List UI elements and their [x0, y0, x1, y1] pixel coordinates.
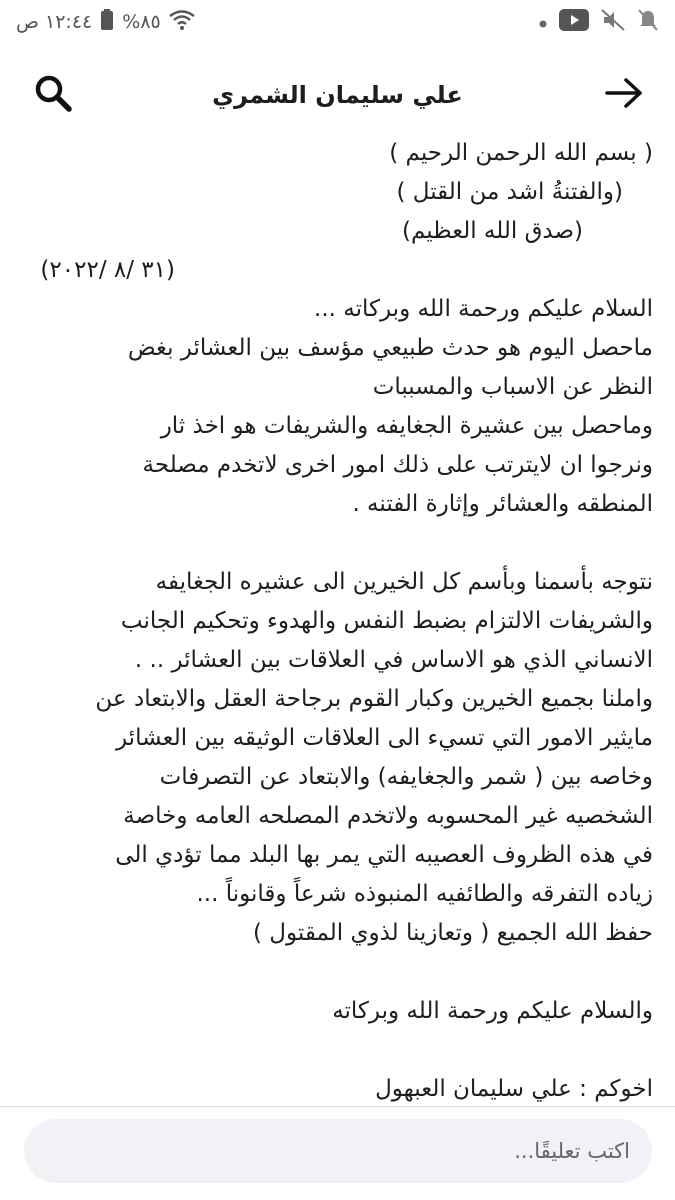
- post-line: نتوجه بأسمنا وبأسم كل الخيرين الى عشيره الجغايفه: [155, 569, 653, 595]
- post-line: (صدق الله العظيم): [402, 218, 583, 244]
- post-line: الشخصيه غير المحسوبه ولاتخدم المصلحه العامه وخاصة: [123, 803, 653, 829]
- post-line: (والفتنةُ اشد من القتل ): [396, 179, 623, 205]
- header: [0, 62, 675, 128]
- blank-line: [23, 953, 653, 992]
- muted-icon: [601, 9, 625, 36]
- post-line: ونرجوا ان لايترتب على ذلك امور اخرى لاتخدم مصلحة: [142, 452, 653, 478]
- notification-bell-icon: [637, 9, 659, 36]
- blank-line: [23, 1031, 653, 1070]
- post-line: مايثير الامور التي تسيء الى العلاقات الوثيقه بين العشائر: [115, 725, 653, 751]
- post-line: والسلام عليكم ورحمة الله وبركاته: [332, 998, 653, 1024]
- status-notifications: [539, 9, 659, 36]
- post-line: النظر عن الاسباب والمسببات: [372, 374, 653, 400]
- youtube-icon: [559, 9, 589, 36]
- comment-input[interactable]: [24, 1119, 652, 1183]
- search-icon: [33, 73, 73, 117]
- post-line: والشريفات الالتزام بضبط النفس والهدوء وتحكيم الجانب: [120, 608, 653, 634]
- battery-icon: [100, 9, 114, 36]
- post-line: ماحصل اليوم هو حدث طبيعي مؤسف بين العشائر بغض: [127, 335, 653, 361]
- post-line: وماحصل بين عشيرة الجغايفه والشريفات هو اخذ ثار: [160, 413, 653, 439]
- post-line: المنطقه والعشائر وإثارة الفتنه .: [352, 491, 653, 517]
- post-line: ( بسم الله الرحمن الرحيم ): [389, 140, 653, 166]
- status-bar: [0, 0, 675, 44]
- search-button[interactable]: [30, 72, 76, 118]
- post-line: وخاصه بين ( شمر والجغايفه) والابتعاد عن التصرفات: [159, 764, 653, 790]
- post-body: [23, 134, 653, 1109]
- blank-line: [23, 524, 653, 563]
- back-button[interactable]: [601, 72, 647, 118]
- dot-icon: [539, 11, 547, 33]
- post-line: اخوكم : علي سليمان العبهول: [375, 1076, 653, 1102]
- clock: ١٢:٤٤ ص: [16, 11, 93, 33]
- page-title: علي سليمان الشمري: [212, 81, 463, 109]
- post-line: حفظ الله الجميع ( وتعازينا لذوي المقتول ): [253, 920, 653, 946]
- post-line: السلام عليكم ورحمة الله وبركاته ...: [314, 296, 653, 322]
- wifi-icon: [169, 10, 195, 35]
- post-line: في هذه الظروف العصيبه التي يمر بها البلد مما تؤدي الى: [115, 842, 653, 868]
- battery-level: %٨٥: [122, 11, 161, 33]
- post-line: واملنا بجميع الخيرين وكبار القوم برجاحة العقل والابتعاد عن: [95, 686, 653, 712]
- arrow-right-icon: [604, 77, 644, 113]
- comment-bar: [0, 1106, 675, 1200]
- post-line: زياده التفرقه والطائفيه المنبوذه شرعاً وقانوناً ...: [196, 881, 653, 907]
- post-line: الانساني الذي هو الاساس في العلاقات بين العشائر .. .: [134, 647, 653, 673]
- post-line: (٣١ /٨ /٢٠٢٢): [40, 257, 175, 283]
- status-left: [16, 9, 195, 36]
